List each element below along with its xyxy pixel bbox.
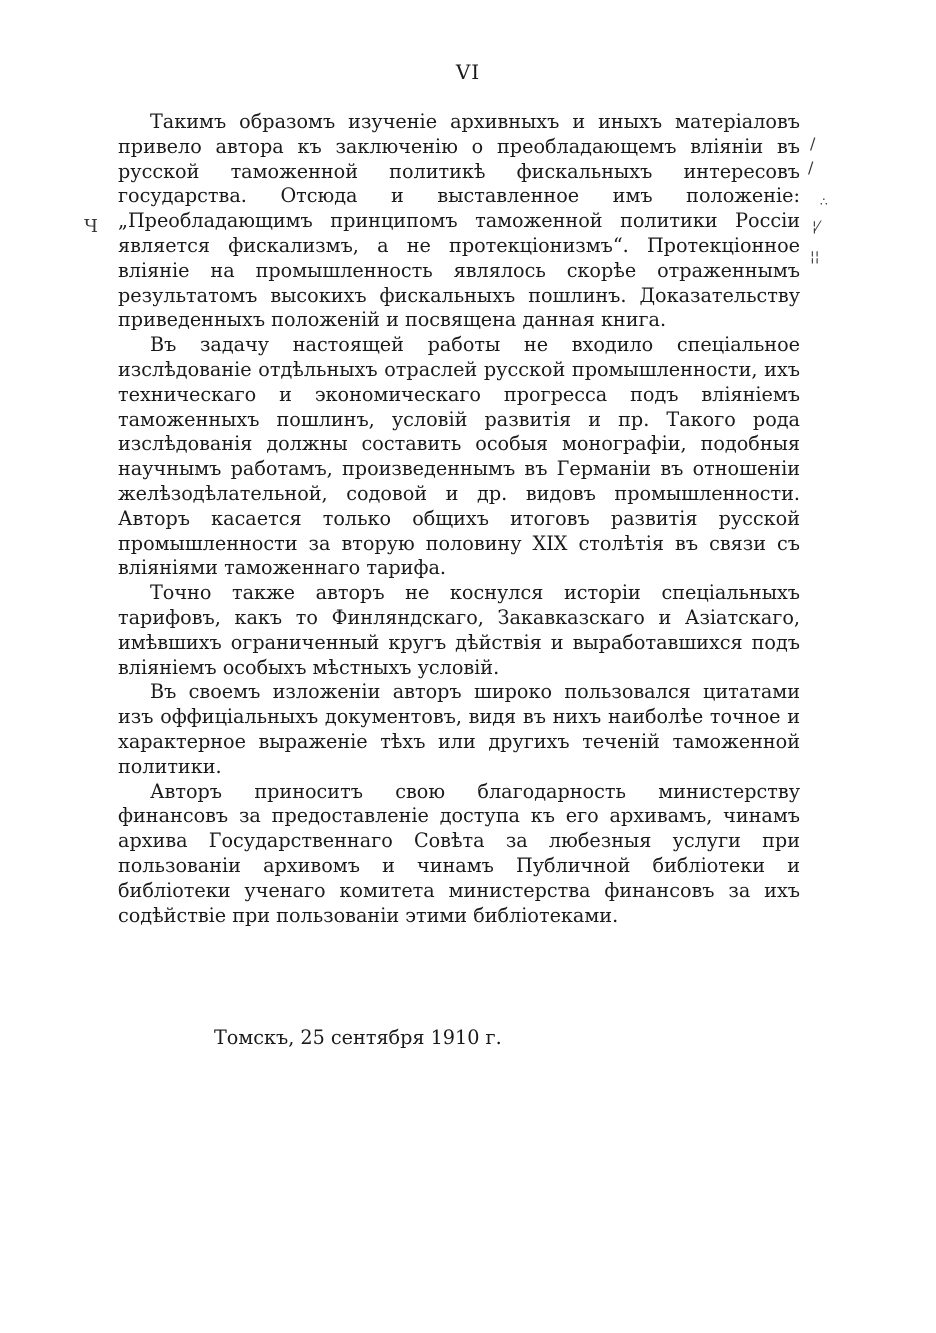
paragraph-3: Точно также авторъ не коснулся исторіи спеціальныхъ тарифовъ, какъ то Финляндскаго, Закавказскаго и Азіатскаго, имѣвшихъ ограниченный кругъ дѣйствія и выработавшихся подъ вліяніемъ особыхъ мѣстныхъ условій. xyxy=(118,581,800,679)
paragraph-1: Такимъ образомъ изученіе архивныхъ и иныхъ матеріаловъ привело автора къ заключенію о преобладающемъ вліяніи въ русской таможенной политикѣ фискальныхъ интересовъ государства. Отсюда и выставленное имъ положеніе: „Преобладающимъ принципомъ таможенной политики Россіи является фискализмъ, а не протекціонизмъ“. Протекціонное вліяніе на промышленность являлось скорѣе отраженнымъ результатомъ высокихъ фискальныхъ пошлинъ. Доказательству приведенныхъ положеній и посвящена данная книга. xyxy=(118,110,800,332)
paragraph-2: Въ задачу настоящей работы не входило спеціальное изслѣдованіе отдѣльныхъ отраслей русской промышленности, ихъ техническаго и экономическаго прогресса подъ вліяніемъ таможенныхъ пошлинъ, условій развитія и пр. Такого рода изслѣдованія должны составить особыя монографіи, подобныя научнымъ работамъ, произведеннымъ въ Германіи въ отношеніи желѣзодѣлательной, содовой и др. видовъ промышленности. Авторъ касается только общихъ итоговъ развитія русской промышленности за вторую половину XIX столѣтія въ связи съ вліяніями таможеннаго тарифа. xyxy=(118,333,800,580)
body-text xyxy=(118,110,800,928)
margin-pencil-mark-right: ∴ xyxy=(820,195,828,209)
margin-pencil-mark-right: / xyxy=(810,134,816,153)
paragraph-5: Авторъ приноситъ свою благодарность министерству финансовъ за предоставленіе доступа къ его архивамъ, чинамъ архива Государственнаго Совѣта за любезныя услуги при пользованіи архивомъ и чинамъ Публичной библіотеки и библіотеки ученаго комитета министерства финансовъ за ихъ содѣйствіе при пользованіи этими библіотеками. xyxy=(118,779,800,927)
place-and-date: Томскъ, 25 сентября 1910 г. xyxy=(214,1026,502,1049)
margin-pencil-mark-right: ¦⁄ xyxy=(812,219,820,235)
margin-pencil-mark-right: ¦¦ xyxy=(810,249,820,265)
margin-pencil-mark-right: / xyxy=(808,158,814,177)
paragraph-4: Въ своемъ изложеніи авторъ широко пользовался цитатами изъ оффиціальныхъ документовъ, видя въ нихъ наиболѣе точное и характерное выраженіе тѣхъ или другихъ теченій таможенной политики. xyxy=(118,680,800,778)
page-number: VI xyxy=(455,60,481,84)
margin-pencil-mark-left: Ч xyxy=(84,216,98,237)
